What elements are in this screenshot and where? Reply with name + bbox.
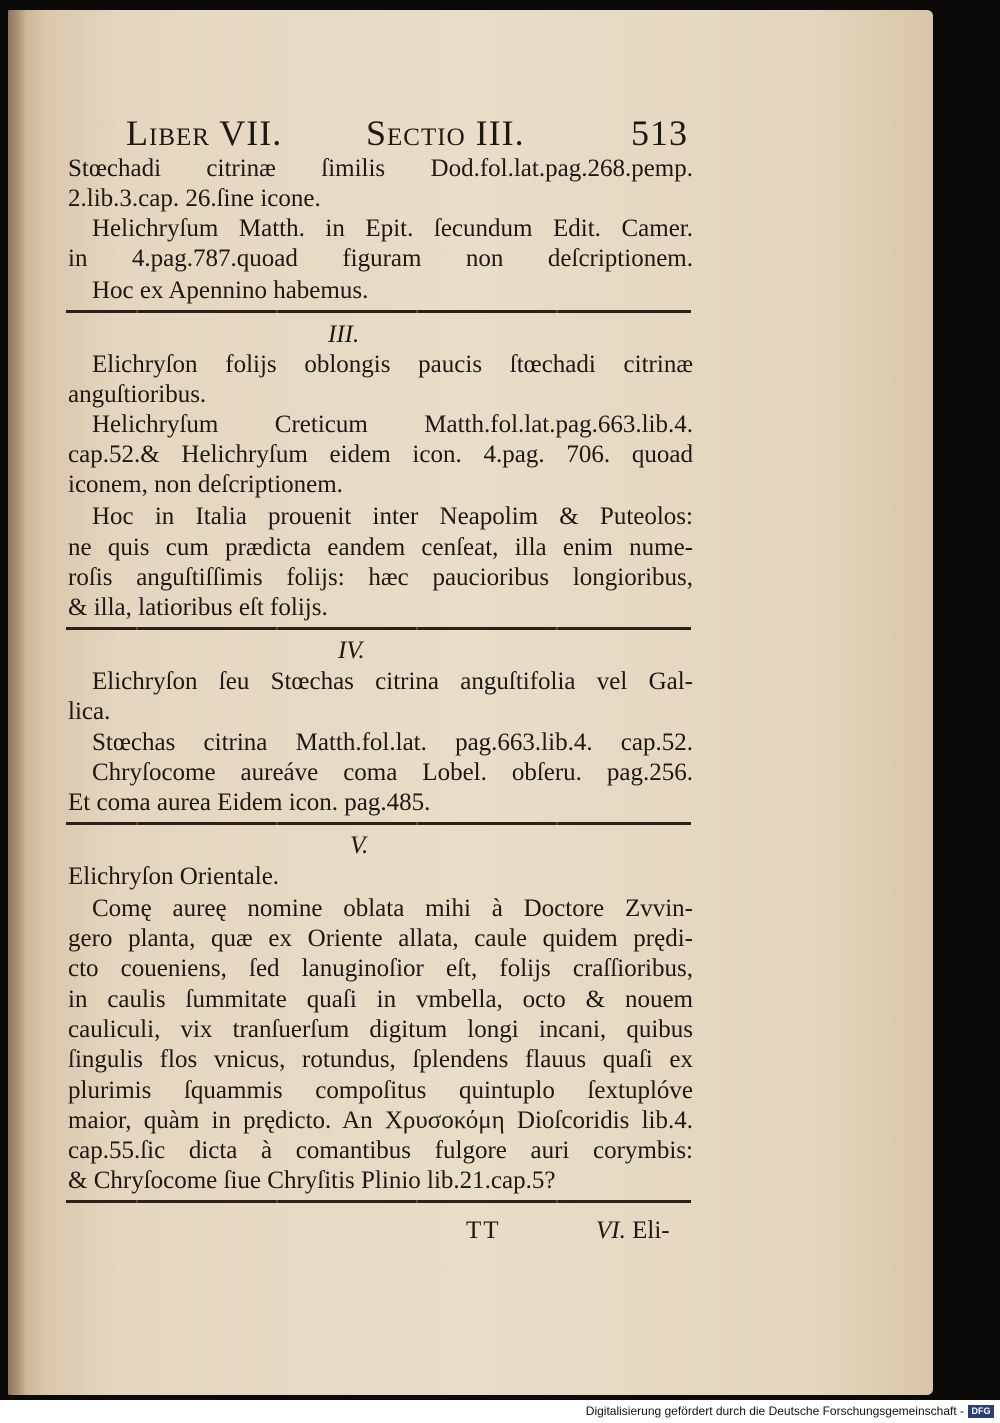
text-line: Elichryſon ſeu Stœchas citrina anguſtifolia vel Gal- bbox=[92, 668, 693, 695]
page-number: 513 bbox=[631, 113, 688, 153]
text-line: in caulis ſummitate quaſi in vmbella, octo & nouem bbox=[68, 986, 693, 1013]
text-line: Comę aureę nomine oblata mihi à Doctore Zvvin- bbox=[92, 895, 693, 922]
book-page bbox=[8, 10, 933, 1395]
catchword-text: Eli- bbox=[632, 1217, 670, 1244]
text-line: cto coueniens, ſed lanuginoſior eſt, folijs craſſioribus, bbox=[68, 955, 693, 982]
text-line: Hoc ex Apennino habemus. bbox=[92, 277, 369, 304]
text-line: Et coma aurea Eidem icon. pag.485. bbox=[68, 789, 431, 816]
text-line: Helichryſum Matth. in Epit. ſecundum Edit. Camer. bbox=[92, 215, 693, 242]
text-line: & illa, latioribus eſt folijs. bbox=[68, 594, 328, 621]
text-line: Elichryſon folijs oblongis paucis ſtœchadi citrinæ bbox=[92, 351, 693, 378]
signature-mark: TT bbox=[466, 1217, 501, 1244]
text-line: & Chryſocome ſiue Chryſitis Plinio lib.21.cap.5? bbox=[68, 1167, 556, 1194]
text-line: 2.lib.3.cap. 26.ſine icone. bbox=[68, 185, 321, 212]
text-line: ne quis cum prædicta eandem cenſeat, illa enim nume- bbox=[68, 534, 693, 561]
text-line: gero planta, quæ ex Oriente allata, caule quidem prędi- bbox=[68, 925, 693, 952]
digitization-credit: Digitalisierung gefördert durch die Deutsche Forschungsgemeinschaft - bbox=[585, 1404, 964, 1418]
catchword bbox=[596, 1217, 670, 1245]
text-line: anguſtioribus. bbox=[68, 381, 207, 408]
section-number: III. bbox=[328, 321, 360, 348]
section-number: IV. bbox=[338, 637, 365, 664]
text-line: Stœchas citrina Matth.fol.lat. pag.663.lib.4. cap.52. bbox=[92, 729, 693, 756]
section-number: V. bbox=[350, 832, 369, 859]
text-line: plurimis ſquammis compoſitus quintuplo ſextuplóve bbox=[68, 1077, 693, 1104]
text-line: ſingulis flos vnicus, rotundus, ſplendens flauus quaſi ex bbox=[68, 1046, 693, 1073]
running-header bbox=[126, 112, 696, 156]
text-line: maior, quàm in prędicto. An Χρυσοκόμη Dioſcoridis lib.4. bbox=[68, 1107, 693, 1134]
header-book: Liber VII. bbox=[126, 113, 283, 153]
text-line: in 4.pag.787.quoad figuram non deſcriptionem. bbox=[68, 245, 693, 272]
section-rule bbox=[66, 822, 691, 825]
catchword-numeral: VI. bbox=[596, 1217, 626, 1244]
text-line: Helichryſum Creticum Matth.fol.lat.pag.663.lib.4. bbox=[92, 411, 693, 438]
text-line: Hoc in Italia prouenit inter Neapolim & Puteolos: bbox=[92, 503, 693, 530]
text-line: Elichryſon Orientale. bbox=[68, 863, 280, 890]
text-line: Stœchadi citrinæ ſimilis Dod.fol.lat.pag.268.pemp. bbox=[68, 155, 693, 182]
section-rule bbox=[66, 627, 691, 630]
section-rule bbox=[66, 310, 691, 313]
text-line: iconem, non deſcriptionem. bbox=[68, 471, 343, 498]
section-rule bbox=[66, 1200, 691, 1203]
text-line: Chryſocome aureáve coma Lobel. obſeru. pag.256. bbox=[92, 759, 693, 786]
dfg-logo: DFG bbox=[968, 1405, 994, 1418]
text-line: cap.55.ſic dicta à comantibus fulgore auri corymbis: bbox=[68, 1137, 693, 1164]
text-line: cap.52.& Helichryſum eidem icon. 4.pag. 706. quoad bbox=[68, 441, 693, 468]
text-line: cauliculi, vix tranſuerſum digitum longi incani, quibus bbox=[68, 1016, 693, 1043]
text-line: lica. bbox=[68, 698, 111, 725]
page-spine-shadow bbox=[8, 10, 26, 1395]
text-line: roſis anguſtiſſimis folijs: hæc paucioribus longioribus, bbox=[68, 564, 693, 591]
header-section: Sectio III. bbox=[366, 113, 525, 153]
